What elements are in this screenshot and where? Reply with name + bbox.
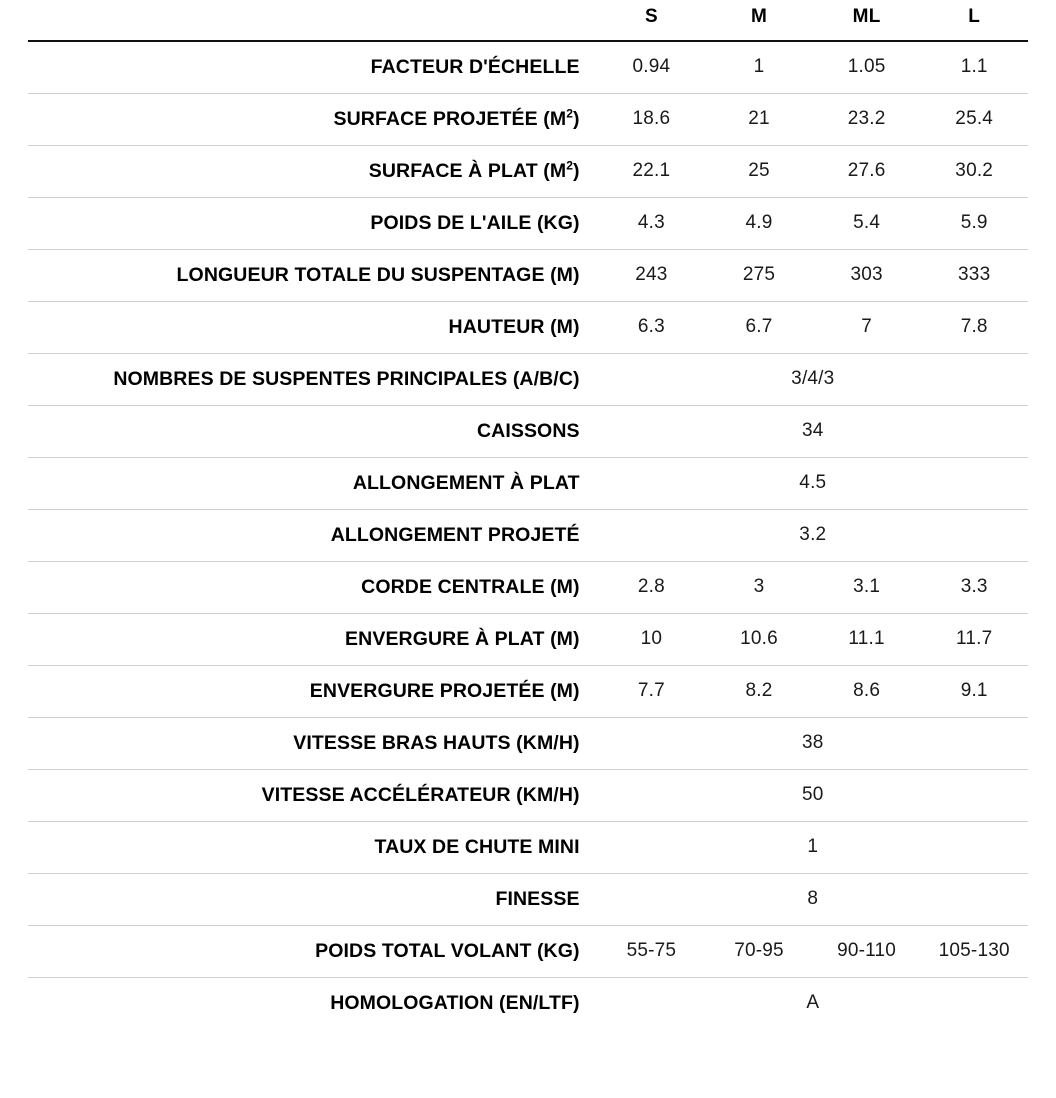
row-value-s: 18.6	[598, 93, 706, 145]
row-value-m: 70-95	[705, 925, 813, 977]
table-row	[28, 925, 1028, 977]
row-value-all-sizes: 3/4/3	[598, 353, 1028, 405]
row-label: CORDE CENTRALE (M)	[28, 561, 598, 613]
table-row	[28, 665, 1028, 717]
row-value-m: 6.7	[705, 301, 813, 353]
table-row	[28, 821, 1028, 873]
row-label: ENVERGURE À PLAT (M)	[28, 613, 598, 665]
column-header-s: S	[598, 0, 706, 41]
table-row	[28, 613, 1028, 665]
row-value-ml: 23.2	[813, 93, 921, 145]
row-value-ml: 5.4	[813, 197, 921, 249]
row-value-ml: 8.6	[813, 665, 921, 717]
row-value-l: 30.2	[920, 145, 1028, 197]
table-header	[28, 0, 1028, 41]
row-value-s: 6.3	[598, 301, 706, 353]
row-value-ml: 27.6	[813, 145, 921, 197]
column-header-l: L	[920, 0, 1028, 41]
row-value-s: 4.3	[598, 197, 706, 249]
table-row	[28, 873, 1028, 925]
row-value-l: 5.9	[920, 197, 1028, 249]
row-value-all-sizes: 34	[598, 405, 1028, 457]
row-value-all-sizes: 8	[598, 873, 1028, 925]
row-value-s: 0.94	[598, 41, 706, 93]
row-value-ml: 11.1	[813, 613, 921, 665]
row-value-l: 11.7	[920, 613, 1028, 665]
row-label: TAUX DE CHUTE MINI	[28, 821, 598, 873]
table-row	[28, 717, 1028, 769]
row-label: VITESSE BRAS HAUTS (KM/H)	[28, 717, 598, 769]
table-body	[28, 41, 1028, 1029]
table-row	[28, 977, 1028, 1029]
row-label: CAISSONS	[28, 405, 598, 457]
row-label: HOMOLOGATION (EN/LTF)	[28, 977, 598, 1029]
row-value-all-sizes: A	[598, 977, 1028, 1029]
table-row	[28, 353, 1028, 405]
table-row	[28, 509, 1028, 561]
row-label: SURFACE PROJETÉE $(M^2)$	[28, 93, 598, 145]
row-value-m: 1	[705, 41, 813, 93]
row-value-l: 1.1	[920, 41, 1028, 93]
row-value-m: 3	[705, 561, 813, 613]
column-header-ml: ML	[813, 0, 921, 41]
row-value-m: 275	[705, 249, 813, 301]
row-label: POIDS TOTAL VOLANT (KG)	[28, 925, 598, 977]
row-label: NOMBRES DE SUSPENTES PRINCIPALES (A/B/C)	[28, 353, 598, 405]
row-value-l: 25.4	[920, 93, 1028, 145]
row-value-ml: 303	[813, 249, 921, 301]
table-row	[28, 93, 1028, 145]
row-value-all-sizes: 50	[598, 769, 1028, 821]
table-header-row	[28, 0, 1028, 41]
row-value-all-sizes: 4.5	[598, 457, 1028, 509]
row-label: FINESSE	[28, 873, 598, 925]
row-label: ALLONGEMENT À PLAT	[28, 457, 598, 509]
column-header-m: M	[705, 0, 813, 41]
row-label: ALLONGEMENT PROJETÉ	[28, 509, 598, 561]
row-value-s: 2.8	[598, 561, 706, 613]
row-value-m: 4.9	[705, 197, 813, 249]
row-value-all-sizes: 3.2	[598, 509, 1028, 561]
row-label: FACTEUR D'ÉCHELLE	[28, 41, 598, 93]
row-value-l: 333	[920, 249, 1028, 301]
row-value-l: 9.1	[920, 665, 1028, 717]
row-label: ENVERGURE PROJETÉE (M)	[28, 665, 598, 717]
row-value-ml: 90-110	[813, 925, 921, 977]
row-label: SURFACE À PLAT $(M^2)$	[28, 145, 598, 197]
column-header-label	[28, 0, 598, 41]
table-row	[28, 197, 1028, 249]
row-value-ml: 3.1	[813, 561, 921, 613]
row-value-s: 243	[598, 249, 706, 301]
table-row	[28, 145, 1028, 197]
row-value-ml: 7	[813, 301, 921, 353]
row-value-m: 25	[705, 145, 813, 197]
row-value-m: 21	[705, 93, 813, 145]
specifications-table	[28, 0, 1028, 1029]
table-row	[28, 457, 1028, 509]
row-label: POIDS DE L'AILE (KG)	[28, 197, 598, 249]
table-row	[28, 561, 1028, 613]
table-row	[28, 249, 1028, 301]
row-label: HAUTEUR (M)	[28, 301, 598, 353]
row-value-l: 3.3	[920, 561, 1028, 613]
row-value-all-sizes: 38	[598, 717, 1028, 769]
table-row	[28, 769, 1028, 821]
row-value-all-sizes: 1	[598, 821, 1028, 873]
table-row	[28, 405, 1028, 457]
row-label: VITESSE ACCÉLÉRATEUR (KM/H)	[28, 769, 598, 821]
row-value-s: 7.7	[598, 665, 706, 717]
row-value-l: 105-130	[920, 925, 1028, 977]
row-value-l: 7.8	[920, 301, 1028, 353]
row-value-s: 10	[598, 613, 706, 665]
table-row	[28, 41, 1028, 93]
table-row	[28, 301, 1028, 353]
row-value-s: 22.1	[598, 145, 706, 197]
row-value-m: 8.2	[705, 665, 813, 717]
row-value-ml: 1.05	[813, 41, 921, 93]
row-label: LONGUEUR TOTALE DU SUSPENTAGE (M)	[28, 249, 598, 301]
row-value-m: 10.6	[705, 613, 813, 665]
row-value-s: 55-75	[598, 925, 706, 977]
